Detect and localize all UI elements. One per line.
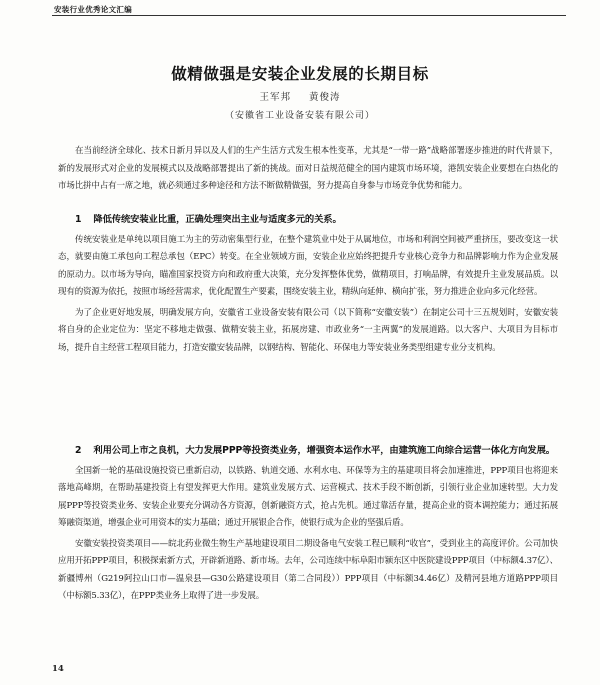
abstract xyxy=(58,143,558,196)
section-2-paragraph-1: 全国新一轮的基础设施投资已重新启动，以铁路、轨道交通、水利水电、环保等为主的基建项目将会加速推进，PPP项目也将迎来落地高峰期，在帮助基建投资上有望发挥更大作用。建筑业发展方式、运营模式、技术手段不断创新，引领行业企业加速转型。大力发展PPP等投资类业务、安装企业要充分调动各方资源，创新融资方式，抢占先机。通过靠活存量，提高企业的资本调控能力；通过拓展筹融资渠道，增强企业可用资本的实力基础；通过开展银企合作，使银行成为企业的坚强后盾。 xyxy=(58,465,558,528)
article-title: 做精做强是安装企业发展的长期目标 xyxy=(171,65,429,83)
section-2 xyxy=(58,442,558,606)
section-1-heading-text: 降低传统安装业比重，正确处理突出主业与适度多元的关系。 xyxy=(93,214,342,225)
abstract-paragraph: 在当前经济全球化、技术日新月异以及人们的生产生活方式发生根本性变革，尤其是“一带一路”战略部署逐步推进的时代背景下，新的发展形式对企业的发展模式以及战略部署提出了新的挑战。面对日益规范健全的国内建筑市场环境，港凯安装企业要想在白热化的市场比拼中占有一席之地，就必须通过多种途径和方法不断做精做强，努力提高自身参与市场竞争优势和能力。 xyxy=(58,146,558,191)
section-2-paragraph-2: 安徽安装投资类项目——皖北药业微生物生产基地建设项目二期设备电气安装工程已顺利“收官”，受到业主的高度评价。公司加快应用开拓PPP项目，积极探索新方式，开辟新道路、新市场。去年，公司连续中标阜阳市颍东区中医院建设PPP项目（中标额4.37亿）、新疆博州（G219阿拉山口市—温泉县—G30公路建设项目（第二合同段））PPP项目（中标额34.46亿）及精河县地方道路PPP项目（中标额5.33亿），在PPP类业务上取得了进一步发展。 xyxy=(58,538,558,601)
section-2-heading-text: 利用公司上市之良机，大力发展PPP等投资类业务，增强资本运作水平，由建筑施工向综合运营一体化方向发展。 xyxy=(93,445,555,456)
section-1 xyxy=(58,211,558,357)
section-1-paragraph-2: 为了企业更好地发展，明确发展方向，安徽省工业设备安装有限公司（以下简称“安徽安装”）在制定公司十三五规划时，安徽安装将自身的企业定位为：坚定不移地走做强、做精安装主业，拓展房建、市政业务“一主两翼”的发展道路。以大客户、大项目为目标市场，提升自主经营工程项目能力，打造安徽安装品牌，以钢结构、智能化、环保电力等安装业务类型组建专业分支机构。 xyxy=(58,307,558,353)
section-2-number: 2 xyxy=(75,445,82,456)
running-header: 安装行业优秀论文汇编 xyxy=(54,5,132,14)
section-1-number: 1 xyxy=(75,214,82,225)
author-2: 黄俊涛 xyxy=(309,92,341,103)
affiliation: （安徽省工业设备安装有限公司） xyxy=(224,111,375,121)
section-1-heading xyxy=(58,211,558,229)
section-1-paragraph-1: 传统安装业是单纯以项目施工为主的劳动密集型行业，在整个建筑业中处于从属地位，市场和利润空间被严重挤压，要改变这一状态，就要由施工承包向工程总承包（EPC）转变。在全业领域方面，安装企业应始终把提升专业核心竞争力和品牌影响力作为企业发展的原动力。以市场为导向，瞄准国家投资方向和政府重大决策，充分发挥整体优势，做精项目，打响品牌，有效提升主业发展品质。以现有的资源为依托，按照市场经营需求，优化配置生产要素，围绕安装主业，精纵向延伸、横向扩张，努力推进企业向多元化经营。 xyxy=(58,234,558,297)
page-number: 14 xyxy=(52,664,64,674)
header-rule xyxy=(52,15,566,16)
section-2-heading xyxy=(58,442,558,460)
authors xyxy=(0,89,600,103)
author-1: 王军邦 xyxy=(259,92,291,103)
